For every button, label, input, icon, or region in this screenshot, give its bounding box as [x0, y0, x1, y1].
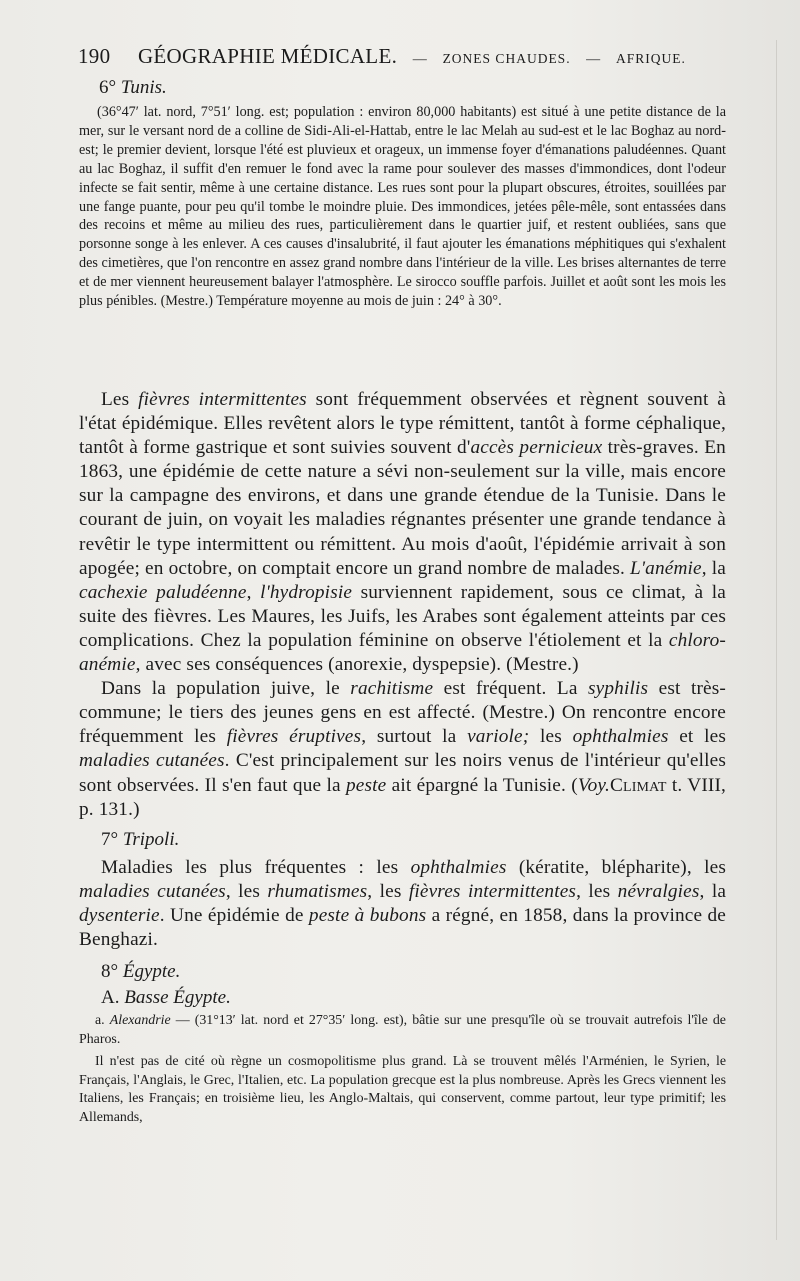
section-heading-tunis: [79, 76, 726, 100]
jewish-population-paragraph: Dans la population juive, le rachitisme est fréquent. La syphilis est très-commune; le tiers des jeunes gens en est affecté. (Mestre.) On rencontre encore fréquemment les fièvres éruptives, surtout la variole; les ophthalmies et les maladies cutanées. C'est principalement sur les noirs venus de l'intérieur qu'elles sont observées. Il s'en faut que la peste ait épargné la Tunisie. (Voy.Climat t. VIII, p. 131.): [79, 678, 727, 820]
term: cachexie paludéenne: [79, 581, 247, 603]
tunis-geo-paragraph: (36°47′ lat. nord, 7°51′ long. est; population : environ 80,000 habitants) est situé à une petite distance de la mer, sur le versant nord de a colline de Sidi-Ali-el-Hattab, entre le lac Melah au sud-est et le lac Boghaz au nord-est; le premier devient, lorsque l'été est pluvieux et orageux, un immense foyer d'émanations paludéennes. Quant au lac Boghaz, il suffit d'en remuer le fond avec la rame pour soulever des masses d'immondices, dont l'odeur infecte se fait sentir, même à une certaine distance. Les rues sont pour la plupart obscures, étroites, souillées par une fange puante, pour peu qu'il tombe le moindre pluie. Des immondices, jetées pêle-mêle, sont entassées dans des recoins et même au milieu des rues, particulièrement dans le quartier juif, et restent oubliées, sans que porsonne songe à les enlever. A ces causes d'insalubrité, il faut ajouter les émanations méphitiques qui s'exhalent des cimetières, que l'on rencontre en assez grand nombre dans l'intérieur de la ville. Les brises alternantes de terre et de mer viennent heureusement balayer l'atmosphère. Le sirocco souffle parfois. Juillet et août sont les mois les plus pénibles. (Mestre.) Température moyenne au mois de juin : 24° à 30°.: [79, 104, 726, 310]
header-zone: ZONES CHAUDES.: [442, 51, 571, 66]
page-edge-shadow: [776, 40, 777, 1240]
term: ophthalmies: [572, 726, 669, 748]
term: ophthalmies: [410, 856, 507, 878]
header-title: GÉOGRAPHIE MÉDICALE.: [137, 44, 398, 68]
term: dysenterie: [79, 904, 160, 926]
term: chloro-anémie: [79, 629, 726, 676]
term: névralgies: [617, 880, 700, 902]
subsection-title: Basse Égypte.: [124, 987, 231, 1009]
term: fièvres éruptives: [226, 726, 362, 748]
term: variole;: [467, 726, 530, 748]
subsection-number: A.: [101, 987, 120, 1009]
term: rhumatismes: [267, 880, 368, 902]
section-title: Égypte.: [122, 961, 181, 983]
section-number: 8°: [101, 961, 119, 983]
term: L'anémie: [630, 557, 702, 579]
section-number: 6°: [99, 77, 117, 98]
term: peste: [345, 774, 387, 796]
subsection-heading: [79, 986, 726, 1010]
header-region: AFRIQUE.: [616, 51, 686, 66]
tunis-description: [79, 103, 726, 311]
running-header: [78, 44, 718, 69]
term: maladies cutanées: [79, 750, 225, 772]
section-heading-tripoli: [79, 828, 726, 852]
term: fièvres intermittentes: [408, 880, 577, 902]
section-heading-egypte: [79, 960, 726, 984]
alexandrie-paragraph: a. Alexandrie — (31°13′ lat. nord et 27°35′ long. est), bâtie sur une presqu'île où se trouvait autrefois l'île de Pharos.: [79, 1013, 726, 1047]
term: peste à bubons: [308, 904, 427, 926]
page-number: 190: [78, 44, 111, 68]
term: fièvres intermittentes: [138, 389, 307, 410]
term: rachitisme: [350, 678, 434, 700]
tunis-body: [79, 388, 726, 1128]
section-title: Tunis.: [120, 77, 167, 98]
fevers-paragraph: Les fièvres intermittentes sont fréquemment observées et règnent souvent à l'état épidémique. Elles revêtent alors le type rémittent, tantôt à forme céphalique, tantôt à forme gastrique et sont suivies souvent d'accès pernicieux très-graves. En 1863, une épidémie de cette nature a sévi non-seulement sur la ville, mais encore sur la campagne des environs, et dans une grande étendue de la Tunisie. Dans le courant de juin, on voyait les maladies régnantes présenter une grande tendance à revêtir le type intermittent ou rémittent. Au mois d'août, l'épidémie arrivait à son apogée; en octobre, on comptait encore un grand nombre de malades. L'anémie, la cachexie paludéenne, l'hydropisie surviennent rapidement, sous ce climat, à la suite des fièvres. Les Maures, les Juifs, les Arabes sont également atteints par ces complications. Chez la population féminine on observe l'étiolement et la chloro-anémie, avec ses conséquences (anorexie, dyspepsie). (Mestre.): [79, 389, 726, 676]
header-dash: —: [412, 52, 427, 67]
term: l'hydropisie: [260, 581, 353, 603]
term: syphilis: [588, 678, 649, 700]
reference: Voy.: [577, 774, 611, 796]
header-dash: —: [586, 52, 601, 67]
section-title: Tripoli.: [122, 828, 180, 850]
term: Alexandrie: [109, 1013, 171, 1029]
tripoli-paragraph: Maladies les plus fréquentes : les ophthalmies (kératite, blépharite), les maladies cutanées, les rhumatismes, les fièvres intermittentes, les névralgies, la dysenterie. Une épidémie de peste à bubons a régné, en 1858, dans la province de Benghazi.: [79, 856, 727, 950]
reference-title: Climat: [610, 774, 667, 796]
cosmopolitism-paragraph: Il n'est pas de cité où règne un cosmopolitisme plus grand. Là se trouvent mêlés l'Arménien, le Syrien, le Français, l'Anglais, le Grec, l'Italien, etc. La population grecque est la plus nombreuse. Après les Grecs viennent les Italiens, les Français; en troisième lieu, les Anglo-Maltais, qui conservent, comme partout, leur type primitif; les Allemands,: [79, 1054, 726, 1126]
term: maladies cutanées: [79, 880, 226, 902]
term: accès pernicieux: [470, 437, 603, 459]
section-number: 7°: [101, 828, 119, 850]
